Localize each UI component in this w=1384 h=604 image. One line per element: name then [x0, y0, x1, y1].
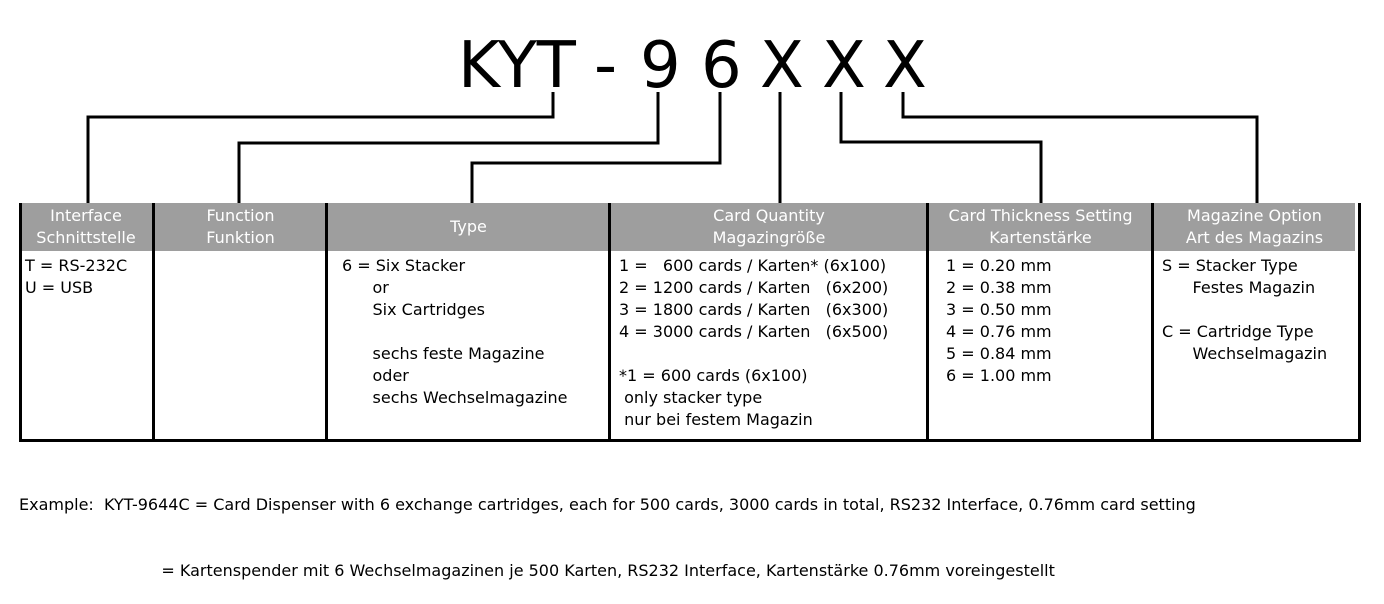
column-header: Type	[328, 203, 609, 251]
table-divider	[1151, 203, 1154, 439]
column-header: Function Funktion	[155, 203, 326, 251]
column-body: S = Stacker Type Festes Magazin C = Cartridge Type Wechselmagazin	[1162, 256, 1328, 363]
table-divider	[926, 203, 929, 439]
column-type	[328, 203, 609, 439]
spec-table	[19, 203, 1361, 442]
connector-thickness	[841, 92, 1041, 203]
column-body	[155, 255, 326, 439]
table-divider	[608, 203, 611, 439]
column-body: 6 = Six Stacker or Six Cartridges sechs feste Magazine oder sechs Wechselmagazine	[342, 256, 568, 407]
example-text	[19, 450, 1196, 604]
connector-magazine	[903, 92, 1257, 203]
model-prefix: KYT	[458, 29, 576, 103]
table-divider	[325, 203, 328, 439]
table-divider	[19, 203, 22, 439]
column-body: 1 = 600 cards / Karten* (6x100) 2 = 1200 cards / Karten (6x200) 3 = 1800 cards / Karten (6x300) 4 = 3000 cards / Karten (6x500) *1 = 600 cards (6x100) only stacker type nur bei festem Magazin	[619, 256, 889, 429]
connector-function	[239, 92, 658, 203]
column-function	[155, 203, 326, 439]
column-header: Interface Schnittstelle	[19, 203, 153, 251]
table-divider	[1358, 203, 1361, 439]
model-x-1: X	[760, 29, 804, 103]
example-line-en: Example: KYT-9644C = Card Dispenser with 6 exchange cartridges, each for 500 cards, 3000 cards in total, RS232 Interface, 0.76mm card setting	[19, 495, 1196, 514]
connector-interface	[88, 92, 553, 203]
column-body: 1 = 0.20 mm 2 = 0.38 mm 3 = 0.50 mm 4 = 0.76 mm 5 = 0.84 mm 6 = 1.00 mm	[946, 256, 1052, 385]
column-magazine-option	[1154, 203, 1355, 439]
model-x-2: X	[822, 29, 866, 103]
model-dash: -	[594, 29, 618, 103]
column-header: Card Thickness Setting Kartenstärke	[929, 203, 1152, 251]
model-x-3: X	[883, 29, 927, 103]
table-divider	[152, 203, 155, 439]
column-header: Card Quantity Magazingröße	[611, 203, 927, 251]
column-body: T = RS-232C U = USB	[25, 256, 128, 297]
column-card-thickness	[929, 203, 1152, 439]
example-line-de: = Kartenspender mit 6 Wechselmagazinen je 500 Karten, RS232 Interface, Kartenstärke 0.76mm voreingestellt	[19, 561, 1055, 580]
column-card-quantity	[611, 203, 927, 439]
model-digit-1: 9	[640, 29, 681, 103]
model-digit-2: 6	[701, 29, 742, 103]
connector-type	[472, 92, 720, 203]
column-interface	[19, 203, 153, 439]
column-header: Magazine Option Art des Magazins	[1154, 203, 1355, 251]
